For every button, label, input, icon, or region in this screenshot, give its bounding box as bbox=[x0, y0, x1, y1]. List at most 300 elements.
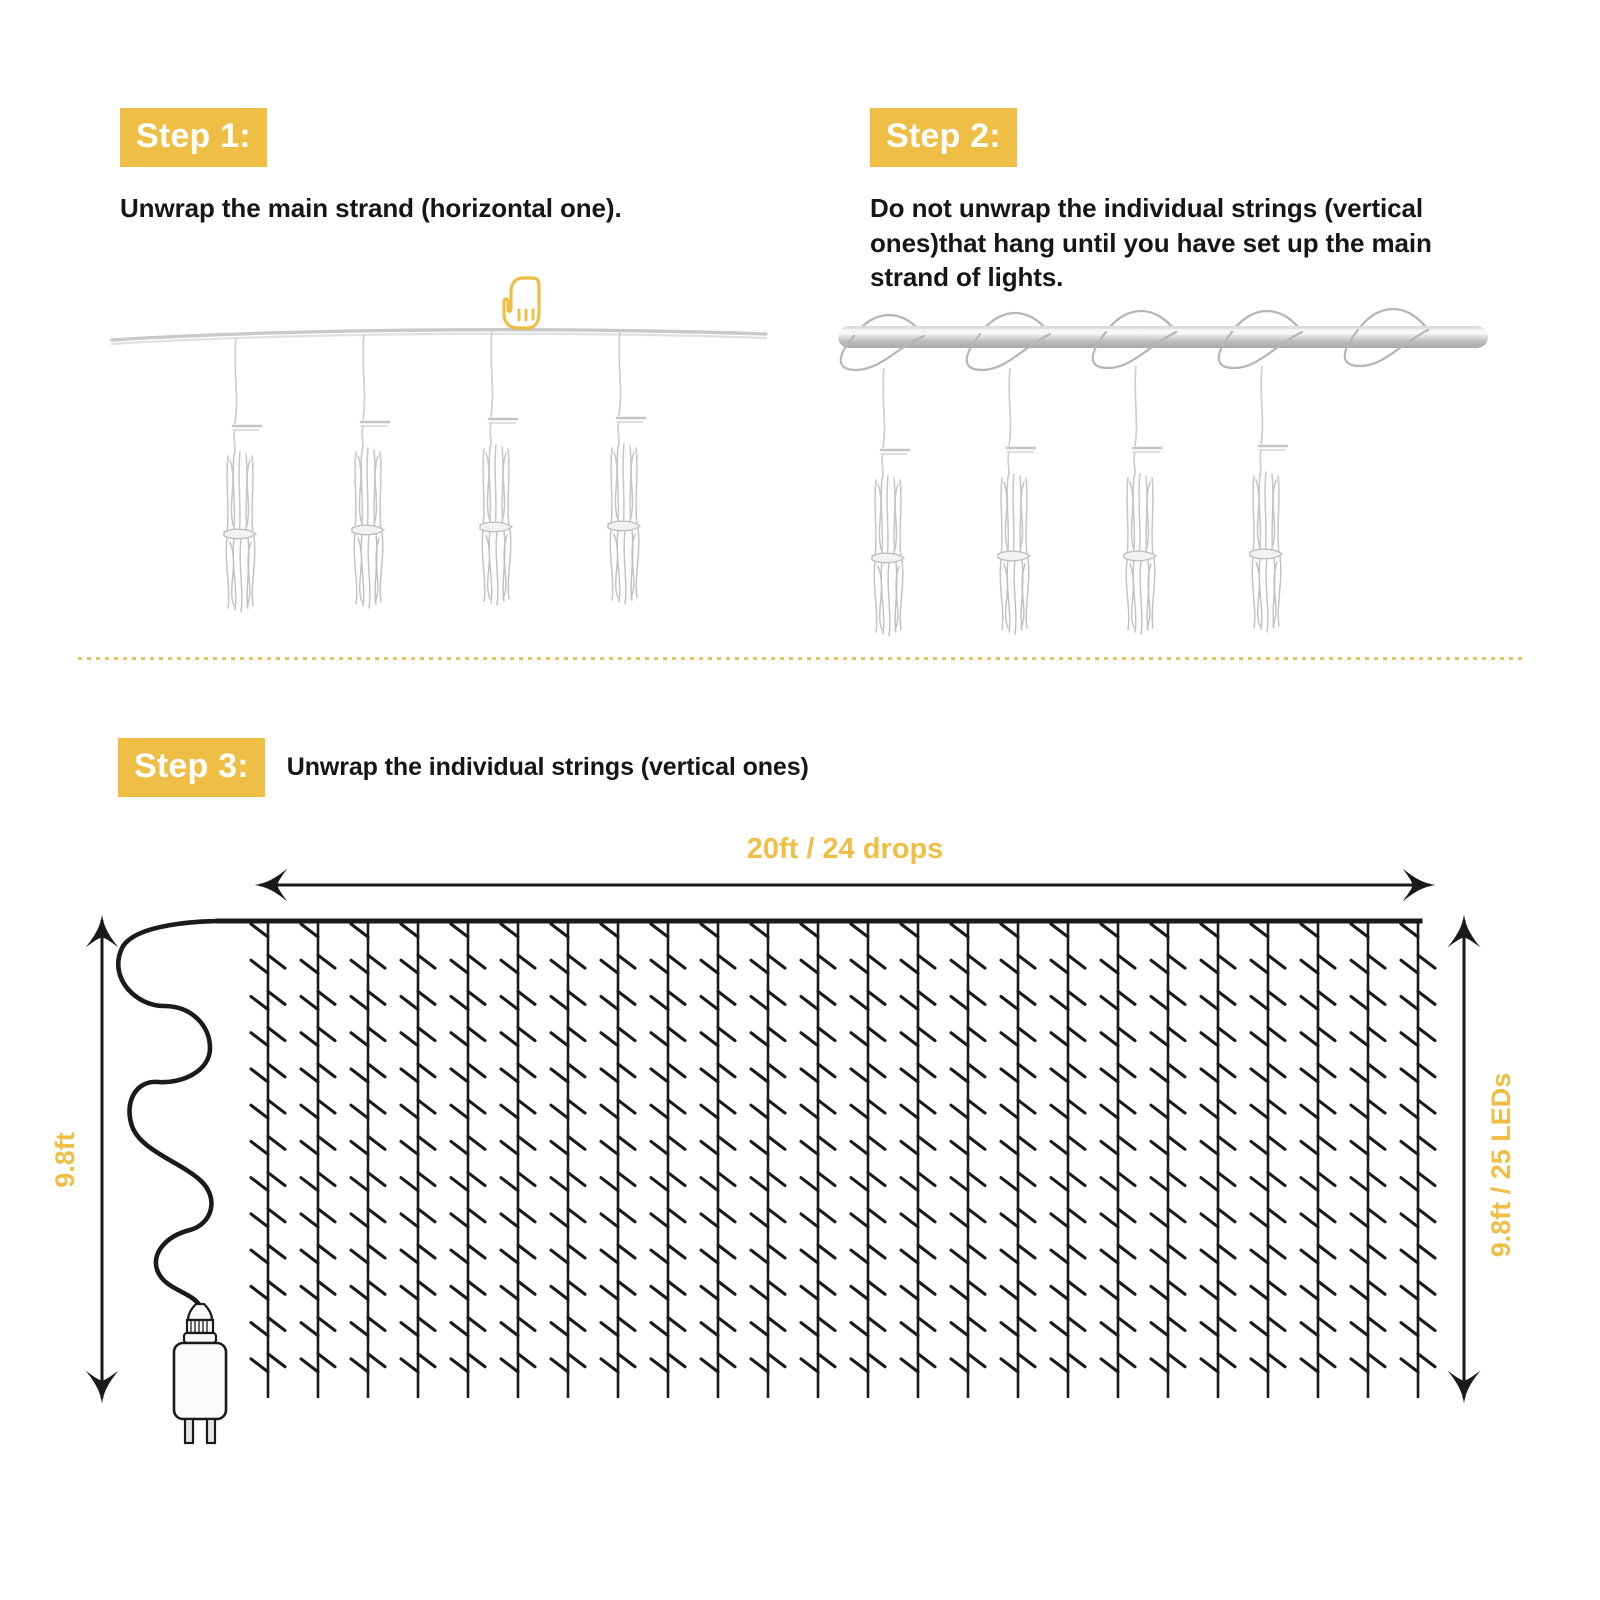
led-branch bbox=[301, 1250, 318, 1263]
step-1-figure bbox=[110, 268, 770, 608]
led-branch bbox=[468, 1209, 485, 1222]
led-branch bbox=[351, 960, 368, 973]
led-branch bbox=[651, 924, 668, 937]
led-branch bbox=[668, 1209, 685, 1222]
curtain-drop bbox=[551, 921, 585, 1398]
led-branch bbox=[1418, 955, 1435, 968]
led-branch bbox=[1018, 1028, 1035, 1041]
led-branch bbox=[568, 1173, 585, 1186]
led-branch bbox=[1068, 1318, 1085, 1331]
led-branch bbox=[518, 1028, 535, 1041]
led-branch bbox=[501, 1069, 518, 1082]
led-branch bbox=[918, 1318, 935, 1331]
led-branch bbox=[601, 1286, 618, 1299]
led-branch bbox=[1318, 955, 1335, 968]
led-branch bbox=[301, 1141, 318, 1154]
led-branch bbox=[351, 1323, 368, 1336]
led-branch bbox=[1268, 1173, 1285, 1186]
led-branch bbox=[451, 1214, 468, 1227]
led-branch bbox=[901, 1214, 918, 1227]
led-branch bbox=[1251, 1323, 1268, 1336]
led-branch bbox=[618, 1028, 635, 1041]
led-branch bbox=[451, 996, 468, 1009]
led-branch bbox=[618, 1281, 635, 1294]
led-branch bbox=[751, 960, 768, 973]
led-branch bbox=[1168, 1173, 1185, 1186]
curtain-drop bbox=[901, 921, 935, 1398]
led-branch bbox=[718, 1100, 735, 1113]
led-branch bbox=[1301, 1323, 1318, 1336]
led-branch bbox=[768, 955, 785, 968]
led-branch bbox=[1418, 991, 1435, 1004]
led-branch bbox=[1101, 1105, 1118, 1118]
led-branch bbox=[1268, 1318, 1285, 1331]
led-branch bbox=[618, 1209, 635, 1222]
led-branch bbox=[1051, 1141, 1068, 1154]
right-height-dimension-label: 9.8ft / 25 LEDs bbox=[1486, 1072, 1516, 1258]
curtain-drop bbox=[1351, 921, 1385, 1398]
led-branch bbox=[1268, 1064, 1285, 1077]
led-branch bbox=[1268, 1209, 1285, 1222]
led-branch bbox=[1068, 1173, 1085, 1186]
led-branch bbox=[918, 1028, 935, 1041]
led-branch bbox=[918, 1064, 935, 1077]
led-branch bbox=[818, 1028, 835, 1041]
led-branch bbox=[618, 1354, 635, 1367]
led-branch bbox=[768, 991, 785, 1004]
led-branch bbox=[1351, 1141, 1368, 1154]
led-branch bbox=[668, 1245, 685, 1258]
led-branch bbox=[901, 996, 918, 1009]
curtain-drop bbox=[801, 921, 835, 1398]
led-branch bbox=[1051, 924, 1068, 937]
led-branch bbox=[301, 960, 318, 973]
led-branch bbox=[968, 1245, 985, 1258]
led-branch bbox=[1101, 1069, 1118, 1082]
led-branch bbox=[701, 1105, 718, 1118]
led-branch bbox=[1218, 1064, 1235, 1077]
curtain-drop bbox=[601, 921, 635, 1398]
led-branch bbox=[701, 1214, 718, 1227]
led-branch bbox=[718, 1136, 735, 1149]
led-branch bbox=[318, 1064, 335, 1077]
led-branch bbox=[401, 996, 418, 1009]
led-branch bbox=[418, 991, 435, 1004]
led-branch bbox=[901, 1069, 918, 1082]
led-branch bbox=[851, 996, 868, 1009]
led-branch bbox=[618, 991, 635, 1004]
curtain-dimension-diagram bbox=[40, 820, 1560, 1440]
led-branch bbox=[801, 1286, 818, 1299]
led-branch bbox=[1168, 1318, 1185, 1331]
led-branch bbox=[451, 1069, 468, 1082]
led-branch bbox=[251, 996, 268, 1009]
led-branch bbox=[401, 1214, 418, 1227]
led-branch bbox=[1368, 1209, 1385, 1222]
led-branch bbox=[751, 1105, 768, 1118]
led-branch bbox=[1251, 960, 1268, 973]
led-branch bbox=[668, 1100, 685, 1113]
led-branch bbox=[801, 1033, 818, 1046]
led-branch bbox=[918, 1136, 935, 1149]
led-branch bbox=[1418, 1028, 1435, 1041]
led-branch bbox=[368, 1028, 385, 1041]
led-branch bbox=[318, 1281, 335, 1294]
led-branch bbox=[918, 955, 935, 968]
curtain-drop bbox=[301, 921, 335, 1398]
led-branch bbox=[868, 1100, 885, 1113]
led-branch bbox=[1401, 1214, 1418, 1227]
led-branch bbox=[601, 996, 618, 1009]
led-branch bbox=[1001, 1214, 1018, 1227]
led-branch bbox=[1368, 1245, 1385, 1258]
left-height-dimension-label: 9.8ft bbox=[50, 1132, 80, 1188]
led-branch bbox=[1101, 1323, 1118, 1336]
led-branch bbox=[1368, 1028, 1385, 1041]
led-branch bbox=[1301, 1359, 1318, 1372]
led-branch bbox=[1301, 924, 1318, 937]
led-branch bbox=[668, 1318, 685, 1331]
led-branch bbox=[768, 1354, 785, 1367]
led-branch bbox=[768, 1209, 785, 1222]
led-branch bbox=[751, 1359, 768, 1372]
led-branch bbox=[768, 1100, 785, 1113]
led-branch bbox=[468, 1028, 485, 1041]
led-branch bbox=[1351, 1033, 1368, 1046]
led-branch bbox=[1218, 1354, 1235, 1367]
led-branch bbox=[951, 1141, 968, 1154]
led-branch bbox=[751, 1178, 768, 1191]
led-branch bbox=[551, 1359, 568, 1372]
led-branch bbox=[418, 1136, 435, 1149]
led-branch bbox=[1351, 1069, 1368, 1082]
led-branch bbox=[1251, 1141, 1268, 1154]
led-branch bbox=[1218, 1028, 1235, 1041]
led-branch bbox=[1351, 1250, 1368, 1263]
led-branch bbox=[551, 1178, 568, 1191]
led-branch bbox=[1201, 1214, 1218, 1227]
led-branch bbox=[1201, 1323, 1218, 1336]
led-branch bbox=[451, 1286, 468, 1299]
led-branch bbox=[1151, 1033, 1168, 1046]
led-branch bbox=[951, 1250, 968, 1263]
led-branch bbox=[901, 1141, 918, 1154]
led-branch bbox=[501, 1286, 518, 1299]
led-branch bbox=[1351, 1178, 1368, 1191]
led-branch bbox=[1401, 1250, 1418, 1263]
led-branch bbox=[1418, 1173, 1435, 1186]
led-branch bbox=[718, 1028, 735, 1041]
led-branch bbox=[1218, 991, 1235, 1004]
led-branch bbox=[701, 1250, 718, 1263]
led-branch bbox=[968, 1281, 985, 1294]
led-branch bbox=[751, 924, 768, 937]
section-divider bbox=[78, 657, 1522, 660]
led-branch bbox=[1018, 1136, 1035, 1149]
led-branch bbox=[951, 960, 968, 973]
led-branch bbox=[468, 1064, 485, 1077]
led-branch bbox=[768, 1281, 785, 1294]
led-branch bbox=[251, 1323, 268, 1336]
led-branch bbox=[1068, 1028, 1085, 1041]
led-branch bbox=[251, 1069, 268, 1082]
step-3-figure bbox=[40, 820, 1560, 1440]
led-branch bbox=[401, 1105, 418, 1118]
led-branch bbox=[501, 960, 518, 973]
led-branch bbox=[701, 1359, 718, 1372]
led-branch bbox=[1301, 960, 1318, 973]
led-branch bbox=[1351, 1359, 1368, 1372]
led-branch bbox=[901, 960, 918, 973]
led-branch bbox=[818, 1281, 835, 1294]
led-branch bbox=[651, 1069, 668, 1082]
led-branch bbox=[318, 1173, 335, 1186]
led-branch bbox=[801, 1141, 818, 1154]
led-branch bbox=[1351, 1286, 1368, 1299]
led-branch bbox=[1118, 955, 1135, 968]
step-1-diagram bbox=[110, 268, 770, 608]
led-branch bbox=[1018, 1209, 1035, 1222]
led-branch bbox=[568, 1354, 585, 1367]
led-branch bbox=[518, 1136, 535, 1149]
led-branch bbox=[518, 955, 535, 968]
led-branch bbox=[401, 1286, 418, 1299]
led-branch bbox=[1218, 955, 1235, 968]
led-branch bbox=[951, 1359, 968, 1372]
led-branch bbox=[1318, 1028, 1335, 1041]
led-branch bbox=[268, 1028, 285, 1041]
led-branch bbox=[501, 996, 518, 1009]
led-branch bbox=[401, 1178, 418, 1191]
led-branch bbox=[1051, 996, 1068, 1009]
led-branch bbox=[518, 1354, 535, 1367]
led-branch bbox=[318, 1209, 335, 1222]
led-branch bbox=[568, 955, 585, 968]
led-branch bbox=[768, 1173, 785, 1186]
led-branch bbox=[868, 1028, 885, 1041]
led-branch bbox=[368, 1209, 385, 1222]
led-branch bbox=[1268, 955, 1285, 968]
led-branch bbox=[1168, 1100, 1185, 1113]
led-branch bbox=[901, 1033, 918, 1046]
led-branch bbox=[1001, 924, 1018, 937]
led-branch bbox=[468, 1318, 485, 1331]
led-branch bbox=[968, 1100, 985, 1113]
led-branch bbox=[718, 1354, 735, 1367]
led-branch bbox=[1301, 1033, 1318, 1046]
led-branch bbox=[1151, 996, 1168, 1009]
led-branch bbox=[818, 1245, 835, 1258]
led-branch bbox=[318, 1318, 335, 1331]
led-branch bbox=[1151, 1141, 1168, 1154]
led-branch bbox=[751, 1069, 768, 1082]
led-branch bbox=[951, 1105, 968, 1118]
led-branch bbox=[868, 991, 885, 1004]
led-branch bbox=[1051, 1359, 1068, 1372]
led-branch bbox=[1401, 1033, 1418, 1046]
led-branch bbox=[368, 1245, 385, 1258]
led-branch bbox=[1418, 1245, 1435, 1258]
led-branch bbox=[1301, 1286, 1318, 1299]
led-branch bbox=[951, 1323, 968, 1336]
led-branch bbox=[251, 924, 268, 937]
led-branch bbox=[1168, 1209, 1185, 1222]
led-branch bbox=[551, 1214, 568, 1227]
led-branch bbox=[551, 924, 568, 937]
led-branch bbox=[1201, 1250, 1218, 1263]
led-branch bbox=[551, 1141, 568, 1154]
led-branch bbox=[718, 1245, 735, 1258]
curtain-drop bbox=[701, 921, 735, 1398]
led-branch bbox=[1168, 1245, 1185, 1258]
led-branch bbox=[268, 1173, 285, 1186]
led-branch bbox=[368, 1318, 385, 1331]
led-branch bbox=[501, 1178, 518, 1191]
led-branch bbox=[1201, 1105, 1218, 1118]
led-branch bbox=[268, 955, 285, 968]
main-strand-horizontal bbox=[112, 330, 766, 344]
curtain-drop bbox=[1201, 921, 1235, 1398]
led-branch bbox=[551, 996, 568, 1009]
led-branch bbox=[451, 1105, 468, 1118]
led-branch bbox=[301, 1359, 318, 1372]
led-branch bbox=[1418, 1281, 1435, 1294]
led-branch bbox=[268, 1136, 285, 1149]
led-branch bbox=[1001, 1141, 1018, 1154]
led-branch bbox=[451, 924, 468, 937]
led-branch bbox=[1068, 1136, 1085, 1149]
led-branch bbox=[301, 1105, 318, 1118]
led-branch bbox=[818, 1136, 835, 1149]
led-branch bbox=[618, 1136, 635, 1149]
led-branch bbox=[768, 1136, 785, 1149]
led-branch bbox=[568, 991, 585, 1004]
led-branch bbox=[901, 1105, 918, 1118]
led-branch bbox=[468, 1354, 485, 1367]
led-branch bbox=[501, 1214, 518, 1227]
led-branch bbox=[318, 1100, 335, 1113]
led-branch bbox=[1118, 1064, 1135, 1077]
led-branch bbox=[1101, 1141, 1118, 1154]
curtain-drop bbox=[351, 921, 385, 1398]
led-branch bbox=[668, 1173, 685, 1186]
led-branch bbox=[718, 955, 735, 968]
led-branch bbox=[1418, 1209, 1435, 1222]
led-branch bbox=[368, 955, 385, 968]
led-branch bbox=[418, 1173, 435, 1186]
pointing-hand-down-icon bbox=[504, 278, 539, 328]
led-branch bbox=[1368, 991, 1385, 1004]
led-branch bbox=[618, 1064, 635, 1077]
led-branch bbox=[651, 1033, 668, 1046]
curtain-drop bbox=[251, 921, 285, 1398]
led-branch bbox=[1118, 1136, 1135, 1149]
led-branch bbox=[701, 1178, 718, 1191]
led-branch bbox=[1318, 1136, 1335, 1149]
led-branch bbox=[1318, 1318, 1335, 1331]
led-branch bbox=[1018, 991, 1035, 1004]
led-branch bbox=[868, 1173, 885, 1186]
led-branch bbox=[801, 1178, 818, 1191]
curtain-drop bbox=[1101, 921, 1135, 1398]
led-branch bbox=[768, 1318, 785, 1331]
led-branch bbox=[418, 955, 435, 968]
led-branch bbox=[918, 1281, 935, 1294]
led-branch bbox=[851, 1141, 868, 1154]
led-branch bbox=[1251, 1178, 1268, 1191]
led-branch bbox=[718, 1064, 735, 1077]
led-branch bbox=[901, 1286, 918, 1299]
led-branch bbox=[1118, 1281, 1135, 1294]
led-branch bbox=[1201, 1286, 1218, 1299]
led-branch bbox=[868, 1245, 885, 1258]
led-branch bbox=[1251, 1069, 1268, 1082]
led-branch bbox=[1118, 1245, 1135, 1258]
led-branch bbox=[301, 1178, 318, 1191]
led-branch bbox=[851, 1250, 868, 1263]
led-branch bbox=[1168, 1354, 1185, 1367]
led-branch bbox=[951, 1214, 968, 1227]
led-branch bbox=[1001, 1323, 1018, 1336]
led-branch bbox=[1018, 1318, 1035, 1331]
led-branch bbox=[818, 1100, 835, 1113]
curtain-drop-group bbox=[251, 921, 1435, 1398]
led-branch bbox=[1068, 1064, 1085, 1077]
led-branch bbox=[268, 1281, 285, 1294]
led-branch bbox=[551, 1105, 568, 1118]
led-branch bbox=[818, 991, 835, 1004]
step-1-badge: Step 1: bbox=[120, 108, 267, 167]
led-branch bbox=[351, 1105, 368, 1118]
led-branch bbox=[801, 1105, 818, 1118]
led-branch bbox=[1368, 1318, 1385, 1331]
led-branch bbox=[851, 1069, 868, 1082]
curtain-drop bbox=[501, 921, 535, 1398]
curtain-drop bbox=[1051, 921, 1085, 1398]
led-branch bbox=[418, 1209, 435, 1222]
led-branch bbox=[751, 1033, 768, 1046]
led-branch bbox=[1101, 1214, 1118, 1227]
led-branch bbox=[1418, 1064, 1435, 1077]
led-branch bbox=[851, 924, 868, 937]
curtain-drop bbox=[951, 921, 985, 1398]
led-branch bbox=[451, 960, 468, 973]
led-branch bbox=[1201, 1069, 1218, 1082]
step-2-badge: Step 2: bbox=[870, 108, 1017, 167]
led-branch bbox=[1318, 1100, 1335, 1113]
led-branch bbox=[851, 960, 868, 973]
led-branch bbox=[1318, 991, 1335, 1004]
led-branch bbox=[1318, 1281, 1335, 1294]
led-branch bbox=[1151, 1359, 1168, 1372]
led-branch bbox=[951, 1069, 968, 1082]
led-branch bbox=[601, 1323, 618, 1336]
led-branch bbox=[1101, 1178, 1118, 1191]
led-branch bbox=[968, 1028, 985, 1041]
led-branch bbox=[401, 1069, 418, 1082]
led-branch bbox=[401, 1323, 418, 1336]
led-branch bbox=[468, 991, 485, 1004]
led-branch bbox=[1068, 1245, 1085, 1258]
led-branch bbox=[668, 955, 685, 968]
led-branch bbox=[651, 1250, 668, 1263]
led-branch bbox=[1401, 1105, 1418, 1118]
led-branch bbox=[868, 1281, 885, 1294]
led-branch bbox=[1301, 1069, 1318, 1082]
led-branch bbox=[668, 1281, 685, 1294]
led-branch bbox=[568, 1245, 585, 1258]
led-branch bbox=[1201, 924, 1218, 937]
